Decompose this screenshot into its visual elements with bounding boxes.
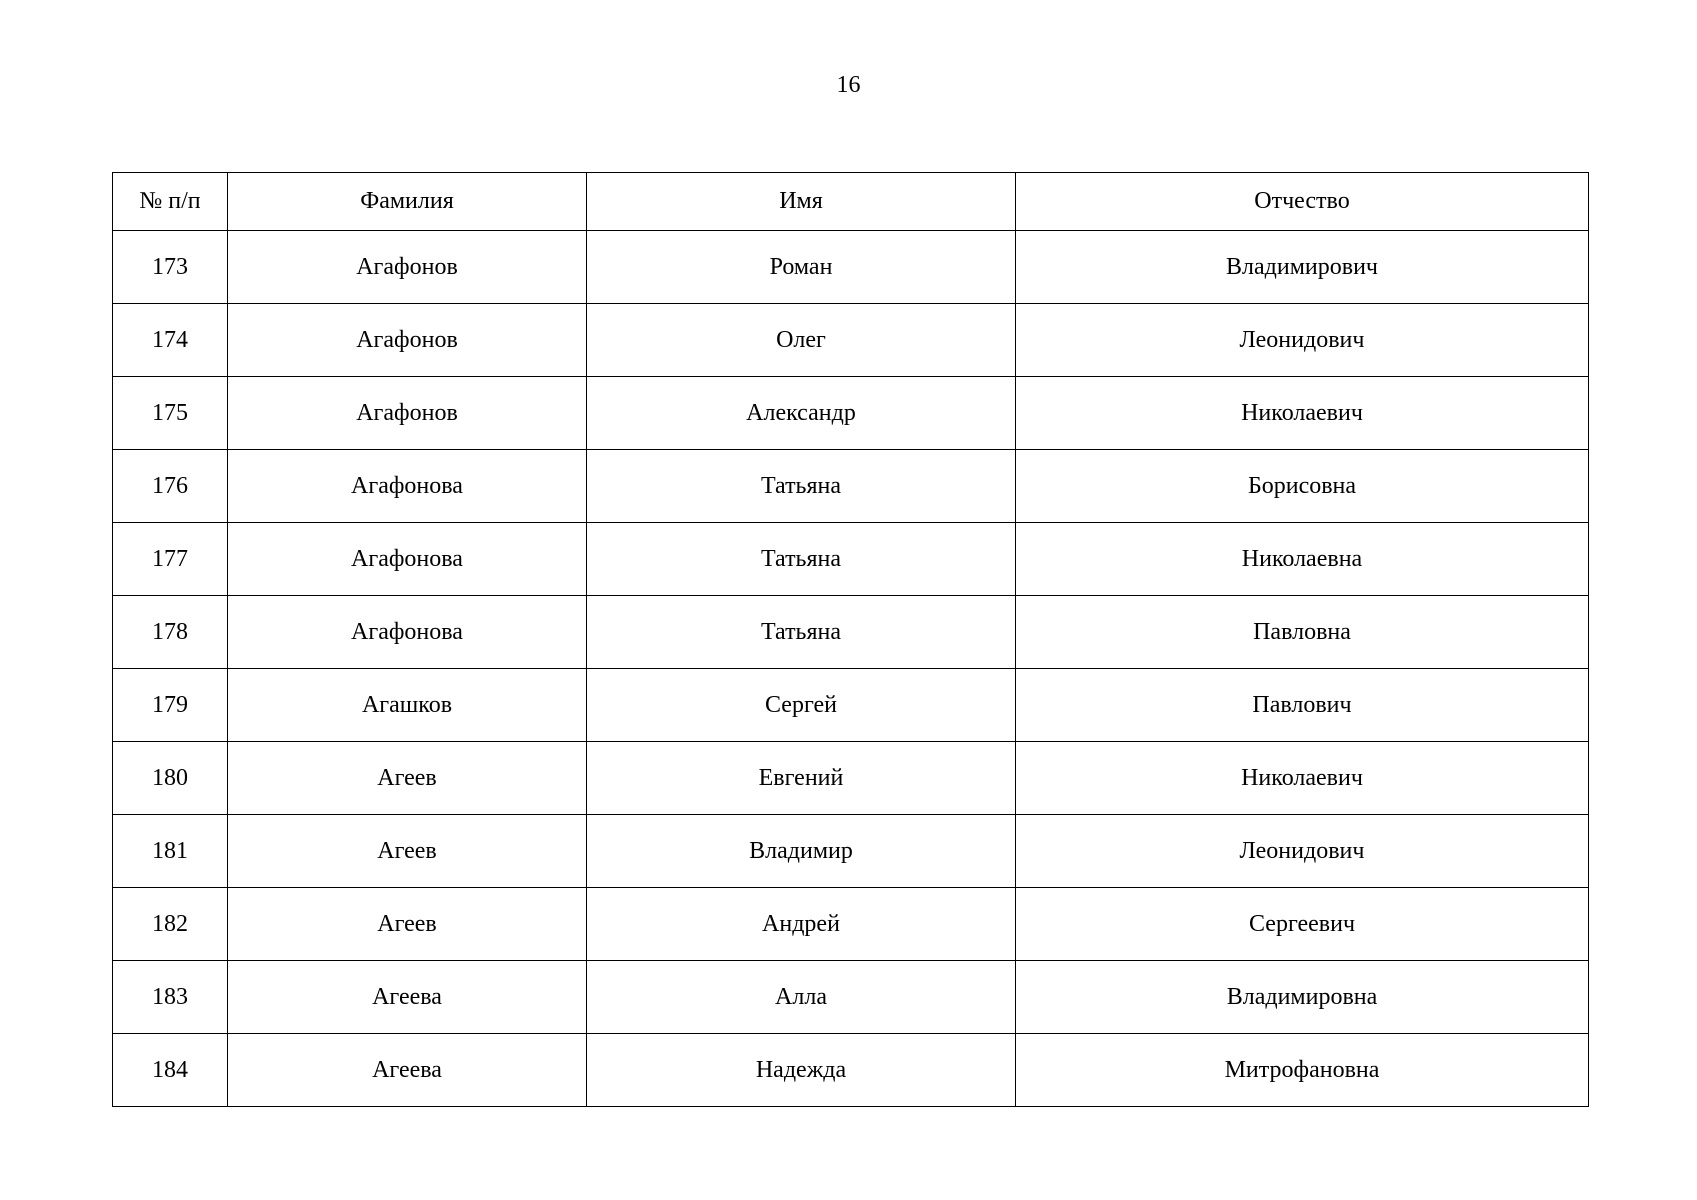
table-row: [113, 596, 1589, 669]
cell-patronymic: Николаевна: [1016, 523, 1589, 596]
cell-num: 178: [113, 596, 228, 669]
header-last-name: Фамилия: [228, 173, 587, 231]
page-number: 16: [836, 72, 861, 98]
table-row: [113, 304, 1589, 377]
cell-patronymic: Сергеевич: [1016, 888, 1589, 961]
cell-last-name: Агафонова: [228, 596, 587, 669]
cell-first-name: Сергей: [587, 669, 1016, 742]
table-row: [113, 450, 1589, 523]
cell-first-name: Евгений: [587, 742, 1016, 815]
cell-last-name: Агеев: [228, 742, 587, 815]
cell-num: 173: [113, 231, 228, 304]
cell-patronymic: Павлович: [1016, 669, 1589, 742]
cell-first-name: Надежда: [587, 1034, 1016, 1107]
table-header-row: [113, 173, 1589, 231]
table-row: [113, 231, 1589, 304]
table-row: [113, 377, 1589, 450]
header-patronymic: Отчество: [1016, 173, 1589, 231]
header-first-name: Имя: [587, 173, 1016, 231]
cell-last-name: Агеева: [228, 1034, 587, 1107]
cell-last-name: Агафонова: [228, 523, 587, 596]
cell-patronymic: Борисовна: [1016, 450, 1589, 523]
header-num: № п/п: [113, 173, 228, 231]
cell-last-name: Агеев: [228, 815, 587, 888]
cell-num: 180: [113, 742, 228, 815]
cell-last-name: Агашков: [228, 669, 587, 742]
cell-first-name: Александр: [587, 377, 1016, 450]
cell-num: 176: [113, 450, 228, 523]
cell-patronymic: Павловна: [1016, 596, 1589, 669]
table-row: [113, 961, 1589, 1034]
cell-num: 181: [113, 815, 228, 888]
cell-first-name: Татьяна: [587, 450, 1016, 523]
cell-num: 183: [113, 961, 228, 1034]
table-row: [113, 1034, 1589, 1107]
cell-patronymic: Митрофановна: [1016, 1034, 1589, 1107]
cell-first-name: Роман: [587, 231, 1016, 304]
cell-last-name: Агафонов: [228, 304, 587, 377]
cell-num: 182: [113, 888, 228, 961]
cell-last-name: Агафонова: [228, 450, 587, 523]
cell-num: 177: [113, 523, 228, 596]
table-row: [113, 669, 1589, 742]
cell-first-name: Алла: [587, 961, 1016, 1034]
table-row: [113, 523, 1589, 596]
cell-patronymic: Владимирович: [1016, 231, 1589, 304]
cell-first-name: Татьяна: [587, 523, 1016, 596]
cell-patronymic: Николаевич: [1016, 742, 1589, 815]
cell-num: 175: [113, 377, 228, 450]
cell-first-name: Андрей: [587, 888, 1016, 961]
cell-last-name: Агафонов: [228, 231, 587, 304]
cell-patronymic: Николаевич: [1016, 377, 1589, 450]
roster-table: [112, 172, 1589, 1107]
cell-patronymic: Леонидович: [1016, 304, 1589, 377]
cell-num: 174: [113, 304, 228, 377]
cell-patronymic: Владимировна: [1016, 961, 1589, 1034]
cell-first-name: Татьяна: [587, 596, 1016, 669]
table-row: [113, 888, 1589, 961]
table-row: [113, 742, 1589, 815]
cell-num: 184: [113, 1034, 228, 1107]
cell-last-name: Агеев: [228, 888, 587, 961]
cell-last-name: Агеева: [228, 961, 587, 1034]
cell-num: 179: [113, 669, 228, 742]
cell-patronymic: Леонидович: [1016, 815, 1589, 888]
cell-last-name: Агафонов: [228, 377, 587, 450]
cell-first-name: Олег: [587, 304, 1016, 377]
cell-first-name: Владимир: [587, 815, 1016, 888]
table-row: [113, 815, 1589, 888]
